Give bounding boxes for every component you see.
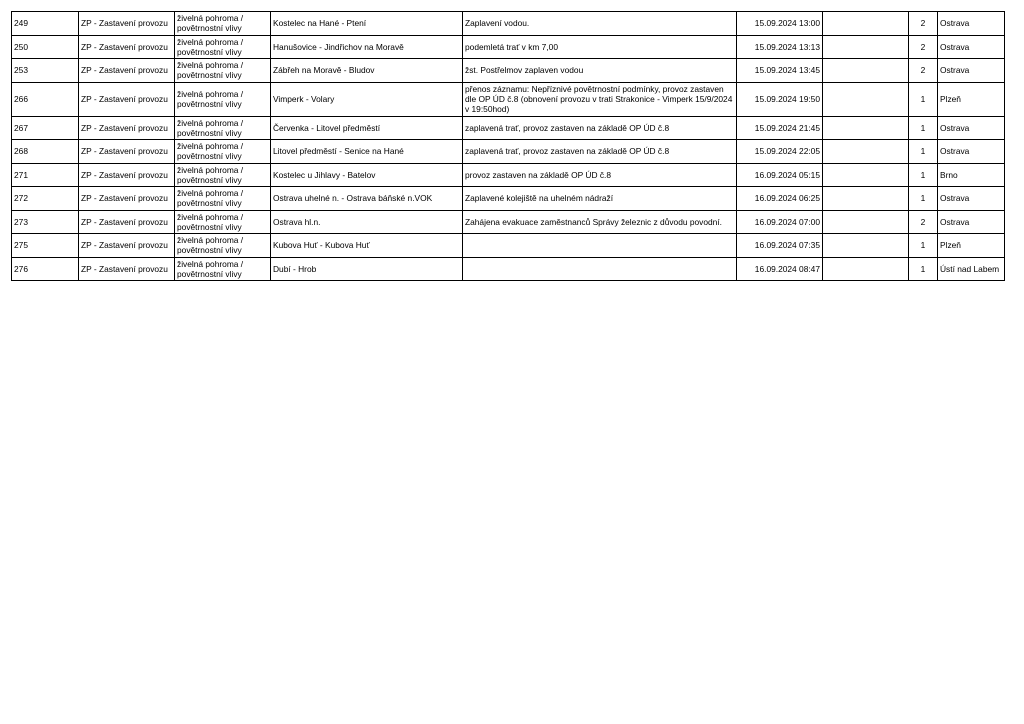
- cell-type: ZP - Zastavení provozu: [79, 187, 175, 211]
- cell-extra: [823, 257, 909, 281]
- cell-region: Ostrava: [938, 116, 1005, 140]
- cell-time: 15.09.2024 13:13: [737, 35, 823, 59]
- cell-section: Kostelec na Hané - Ptení: [271, 12, 463, 36]
- cell-note: [463, 257, 737, 281]
- cell-time: 15.09.2024 22:05: [737, 140, 823, 164]
- cell-time: 15.09.2024 19:50: [737, 82, 823, 116]
- cell-type: ZP - Zastavení provozu: [79, 59, 175, 83]
- cell-extra: [823, 234, 909, 258]
- cell-id: 253: [12, 59, 79, 83]
- cell-note: [463, 234, 737, 258]
- cell-count: 2: [909, 210, 938, 234]
- cell-time: 16.09.2024 07:35: [737, 234, 823, 258]
- cell-note: žst. Postřelmov zaplaven vodou: [463, 59, 737, 83]
- cell-section: Dubí - Hrob: [271, 257, 463, 281]
- table-row: [12, 187, 1005, 211]
- cell-type: ZP - Zastavení provozu: [79, 82, 175, 116]
- cell-region: Ústí nad Labem: [938, 257, 1005, 281]
- cell-time: 15.09.2024 13:45: [737, 59, 823, 83]
- cell-region: Plzeň: [938, 82, 1005, 116]
- cell-note: Zaplavení vodou.: [463, 12, 737, 36]
- cell-section: Kostelec u Jihlavy - Batelov: [271, 163, 463, 187]
- cell-type: ZP - Zastavení provozu: [79, 234, 175, 258]
- cell-id: 271: [12, 163, 79, 187]
- cell-time: 16.09.2024 05:15: [737, 163, 823, 187]
- cell-cause: živelná pohroma / povětrnostní vlivy: [175, 82, 271, 116]
- cell-id: 268: [12, 140, 79, 164]
- cell-note: Zaplavené kolejiště na uhelném nádraží: [463, 187, 737, 211]
- cell-region: Brno: [938, 163, 1005, 187]
- cell-section: Litovel předměstí - Senice na Hané: [271, 140, 463, 164]
- cell-section: Hanušovice - Jindřichov na Moravě: [271, 35, 463, 59]
- cell-count: 1: [909, 82, 938, 116]
- cell-extra: [823, 163, 909, 187]
- cell-note: provoz zastaven na základě OP ÚD č.8: [463, 163, 737, 187]
- cell-cause: živelná pohroma / povětrnostní vlivy: [175, 59, 271, 83]
- cell-type: ZP - Zastavení provozu: [79, 35, 175, 59]
- table-row: [12, 82, 1005, 116]
- cell-section: Ostrava hl.n.: [271, 210, 463, 234]
- table-row: [12, 140, 1005, 164]
- cell-type: ZP - Zastavení provozu: [79, 257, 175, 281]
- cell-region: Ostrava: [938, 210, 1005, 234]
- cell-note: zaplavená trať, provoz zastaven na základě OP ÚD č.8: [463, 140, 737, 164]
- cell-count: 2: [909, 12, 938, 36]
- cell-count: 1: [909, 257, 938, 281]
- cell-id: 275: [12, 234, 79, 258]
- cell-cause: živelná pohroma / povětrnostní vlivy: [175, 210, 271, 234]
- cell-cause: živelná pohroma / povětrnostní vlivy: [175, 116, 271, 140]
- cell-region: Ostrava: [938, 35, 1005, 59]
- cell-count: 2: [909, 59, 938, 83]
- cell-section: Kubova Huť - Kubova Huť: [271, 234, 463, 258]
- cell-extra: [823, 140, 909, 164]
- cell-section: Ostrava uhelné n. - Ostrava báňské n.VOK: [271, 187, 463, 211]
- cell-extra: [823, 59, 909, 83]
- cell-type: ZP - Zastavení provozu: [79, 116, 175, 140]
- cell-id: 273: [12, 210, 79, 234]
- cell-id: 272: [12, 187, 79, 211]
- cell-time: 16.09.2024 08:47: [737, 257, 823, 281]
- cell-count: 1: [909, 116, 938, 140]
- cell-region: Ostrava: [938, 59, 1005, 83]
- cell-time: 16.09.2024 07:00: [737, 210, 823, 234]
- cell-id: 276: [12, 257, 79, 281]
- cell-cause: živelná pohroma / povětrnostní vlivy: [175, 187, 271, 211]
- cell-region: Ostrava: [938, 187, 1005, 211]
- cell-time: 15.09.2024 21:45: [737, 116, 823, 140]
- cell-note: Zahájena evakuace zaměstnanců Správy železnic z důvodu povodní.: [463, 210, 737, 234]
- cell-count: 1: [909, 163, 938, 187]
- cell-time: 15.09.2024 13:00: [737, 12, 823, 36]
- cell-cause: živelná pohroma / povětrnostní vlivy: [175, 257, 271, 281]
- cell-count: 1: [909, 234, 938, 258]
- cell-section: Vimperk - Volary: [271, 82, 463, 116]
- cell-note: zaplavená trať, provoz zastaven na základě OP ÚD č.8: [463, 116, 737, 140]
- cell-note: přenos záznamu: Nepříznivé povětrnostní podmínky, provoz zastaven dle OP ÚD č.8 (obnovení provozu v trati Strakonice - Vimperk 15/9/2024 v 19:50hod): [463, 82, 737, 116]
- cell-id: 250: [12, 35, 79, 59]
- cell-section: Červenka - Litovel předměstí: [271, 116, 463, 140]
- table-row: [12, 234, 1005, 258]
- table-row: [12, 12, 1005, 36]
- table-row: [12, 163, 1005, 187]
- cell-id: 249: [12, 12, 79, 36]
- cell-extra: [823, 210, 909, 234]
- cell-cause: živelná pohroma / povětrnostní vlivy: [175, 35, 271, 59]
- cell-region: Ostrava: [938, 12, 1005, 36]
- cell-extra: [823, 116, 909, 140]
- cell-extra: [823, 12, 909, 36]
- cell-cause: živelná pohroma / povětrnostní vlivy: [175, 234, 271, 258]
- table-row: [12, 35, 1005, 59]
- cell-count: 1: [909, 187, 938, 211]
- cell-type: ZP - Zastavení provozu: [79, 163, 175, 187]
- incident-table: [11, 11, 1005, 281]
- cell-id: 267: [12, 116, 79, 140]
- cell-extra: [823, 82, 909, 116]
- cell-note: podemletá trať v km 7,00: [463, 35, 737, 59]
- table-row: [12, 210, 1005, 234]
- cell-time: 16.09.2024 06:25: [737, 187, 823, 211]
- cell-section: Zábřeh na Moravě - Bludov: [271, 59, 463, 83]
- cell-count: 1: [909, 140, 938, 164]
- table-row: [12, 257, 1005, 281]
- cell-type: ZP - Zastavení provozu: [79, 210, 175, 234]
- table-row: [12, 59, 1005, 83]
- cell-extra: [823, 35, 909, 59]
- cell-cause: živelná pohroma / povětrnostní vlivy: [175, 163, 271, 187]
- cell-cause: živelná pohroma / povětrnostní vlivy: [175, 140, 271, 164]
- cell-type: ZP - Zastavení provozu: [79, 12, 175, 36]
- cell-count: 2: [909, 35, 938, 59]
- table-row: [12, 116, 1005, 140]
- cell-extra: [823, 187, 909, 211]
- cell-cause: živelná pohroma / povětrnostní vlivy: [175, 12, 271, 36]
- cell-type: ZP - Zastavení provozu: [79, 140, 175, 164]
- cell-region: Ostrava: [938, 140, 1005, 164]
- cell-id: 266: [12, 82, 79, 116]
- cell-region: Plzeň: [938, 234, 1005, 258]
